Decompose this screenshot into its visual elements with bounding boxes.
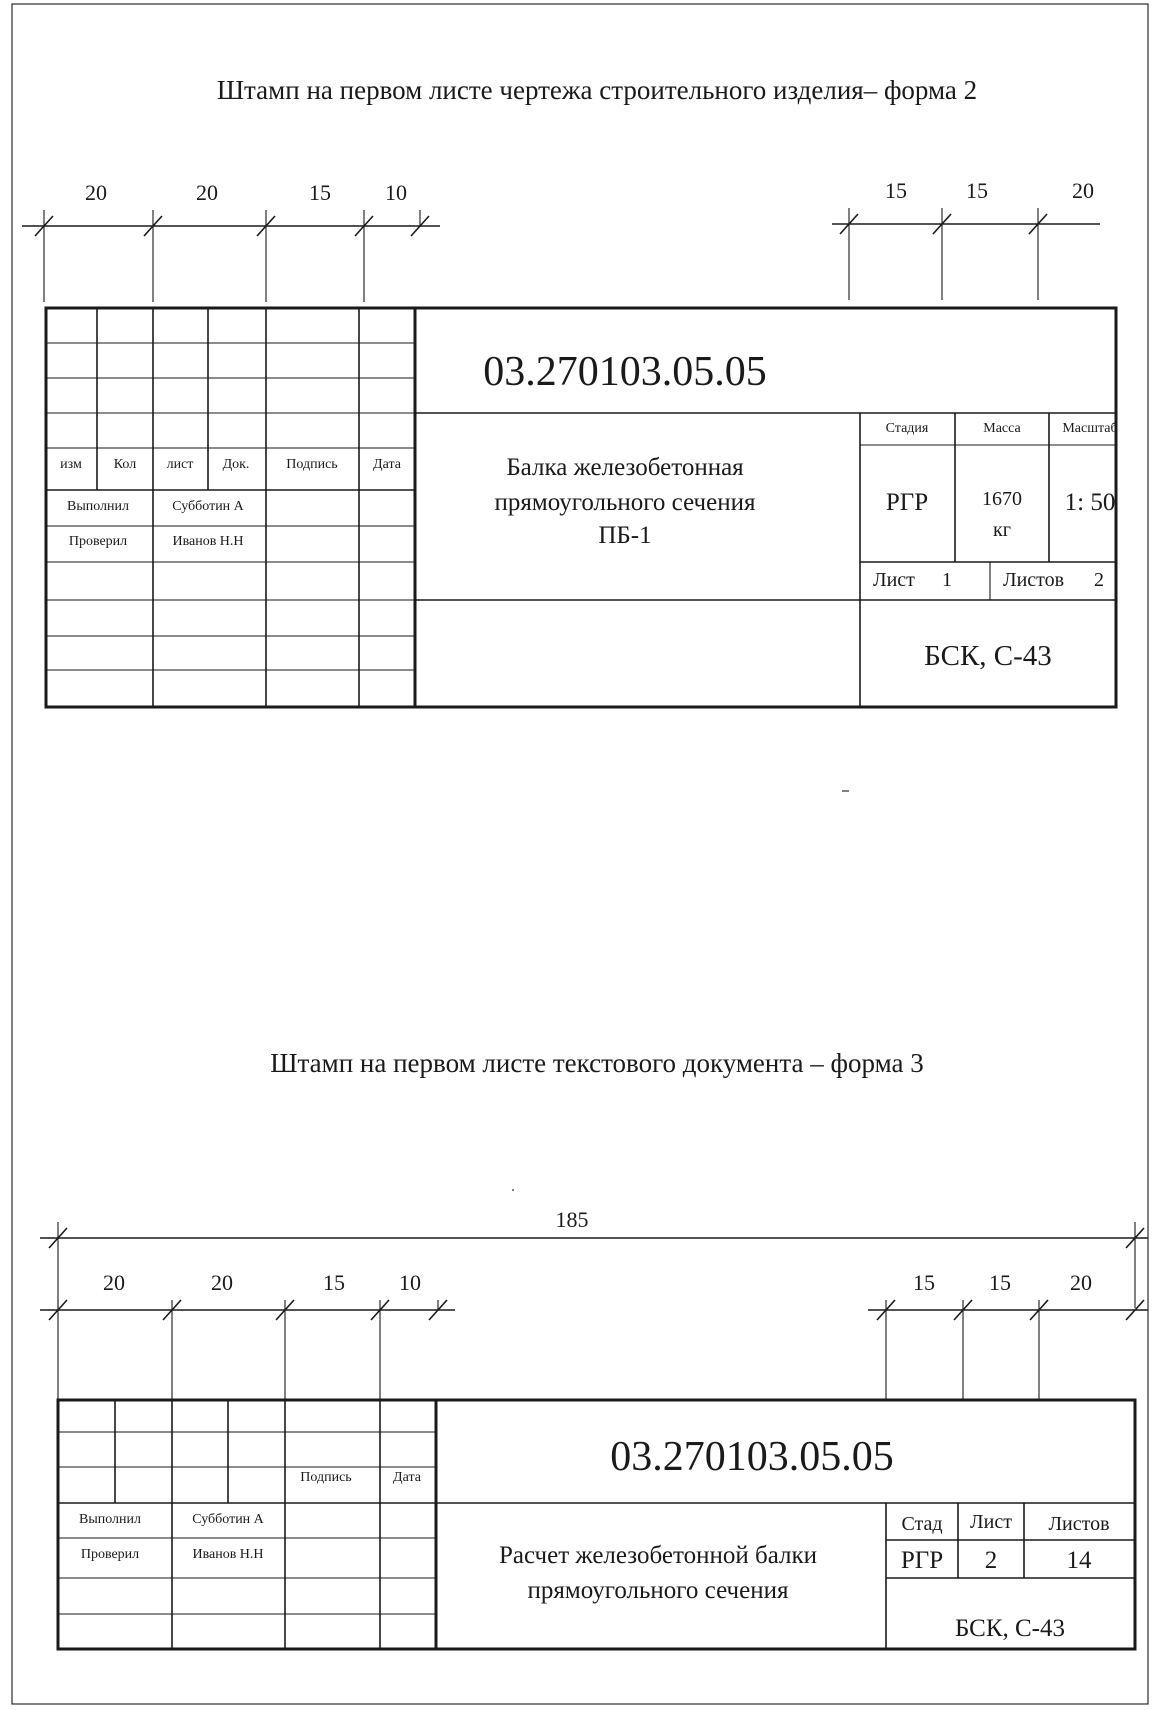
- form3-stage-value: РГР: [900, 1547, 944, 1574]
- form2-role-checked: Проверил: [68, 534, 128, 549]
- form3-dim-4: 10: [399, 1270, 421, 1295]
- form2-header-kol: Кол: [113, 457, 137, 472]
- form2-mass-value: 1670: [982, 488, 1022, 510]
- form2-sheet-label: Лист: [873, 569, 915, 591]
- form2-dim-1: 20: [85, 180, 107, 205]
- form3-name-checked: Иванов Н.Н: [192, 1547, 264, 1562]
- form2-title: Штамп на первом листе чертежа строительного изделия– форма 2: [216, 75, 978, 105]
- form2-mass-label: Масса: [983, 421, 1021, 436]
- form3-dim-5: 15: [913, 1270, 935, 1295]
- form3-title: Штамп на первом листе текстового документа – форма 3: [270, 1048, 924, 1078]
- form2-dim-4: 10: [385, 180, 407, 205]
- form3-dim-total: 185: [555, 1207, 589, 1232]
- form3-dim-3: 15: [323, 1270, 345, 1295]
- form2-organization: БСК, С-43: [924, 640, 1052, 672]
- form2-dimensions-left: [22, 180, 440, 302]
- form3-dim-7: 20: [1070, 1270, 1092, 1295]
- form3-dim-2: 20: [211, 1270, 233, 1295]
- form3-sheet-label: Лист: [970, 1511, 1012, 1533]
- form3-header-podpis: Подпись: [300, 1470, 352, 1485]
- form2-mass-unit: кг: [993, 519, 1011, 541]
- form3-dimensions-right: [868, 1270, 1148, 1400]
- form3-header-data: Дата: [393, 1470, 421, 1485]
- form2-stage-label: Стадия: [885, 421, 929, 436]
- form2-dim-5: 15: [885, 178, 907, 203]
- form3-total-dimension: [40, 1207, 1148, 1308]
- form2-header-izm: изм: [60, 457, 82, 472]
- form2-sheets-label: Листов: [1003, 569, 1065, 591]
- form3-sheets-value: 14: [1066, 1547, 1092, 1574]
- form2-dim-7: 20: [1072, 178, 1094, 203]
- form2-dim-3: 15: [309, 180, 331, 205]
- form2-document-code: 03.270103.05.05: [483, 349, 767, 395]
- form3-name-line-1: Расчет железобетонной балки: [498, 1542, 818, 1569]
- form3-name-line-2: прямоугольного сечения: [527, 1577, 789, 1604]
- form3-sheets-label: Листов: [1048, 1513, 1110, 1535]
- form3-dimensions-left: [40, 1270, 455, 1400]
- form3-role-performed: Выполнил: [78, 1512, 142, 1527]
- form2-name-line-3: ПБ-1: [598, 522, 652, 549]
- form2-scale-value: 1: 50: [1064, 489, 1116, 516]
- form3-stage-label: Стад: [901, 1513, 943, 1535]
- form2-sheet-value: 1: [942, 569, 952, 591]
- form3-document-code: 03.270103.05.05: [610, 1434, 894, 1480]
- form2-dim-6: 15: [966, 178, 988, 203]
- form2-name-line-2: прямоугольного сечения: [494, 489, 756, 516]
- form2-header-dok: Док.: [222, 457, 250, 472]
- form2-header-data: Дата: [373, 457, 401, 472]
- form2-name-checked: Иванов Н.Н: [172, 534, 244, 549]
- form3-dim-6: 15: [989, 1270, 1011, 1295]
- form2-scale-label: Масштаб: [1062, 421, 1118, 436]
- form2-stage-value: РГР: [885, 489, 929, 516]
- page-frame: [12, 4, 1148, 1704]
- form3-name-performed: Субботин А: [192, 1512, 264, 1527]
- form3-role-checked: Проверил: [80, 1547, 140, 1562]
- form3-dim-1: 20: [103, 1270, 125, 1295]
- form2-name-performed: Субботин А: [172, 499, 244, 514]
- form2-sheets-value: 2: [1094, 569, 1104, 591]
- form2-role-performed: Выполнил: [66, 499, 130, 514]
- form3-organization: БСК, С-43: [954, 1615, 1066, 1642]
- form2-header-list: лист: [166, 457, 194, 472]
- form2-dimensions-right: [832, 178, 1100, 300]
- form3-sheet-value: 2: [984, 1547, 998, 1574]
- form2-header-podpis: Подпись: [286, 457, 338, 472]
- form2-name-line-1: Балка железобетонная: [506, 454, 744, 481]
- form2-dim-2: 20: [196, 180, 218, 205]
